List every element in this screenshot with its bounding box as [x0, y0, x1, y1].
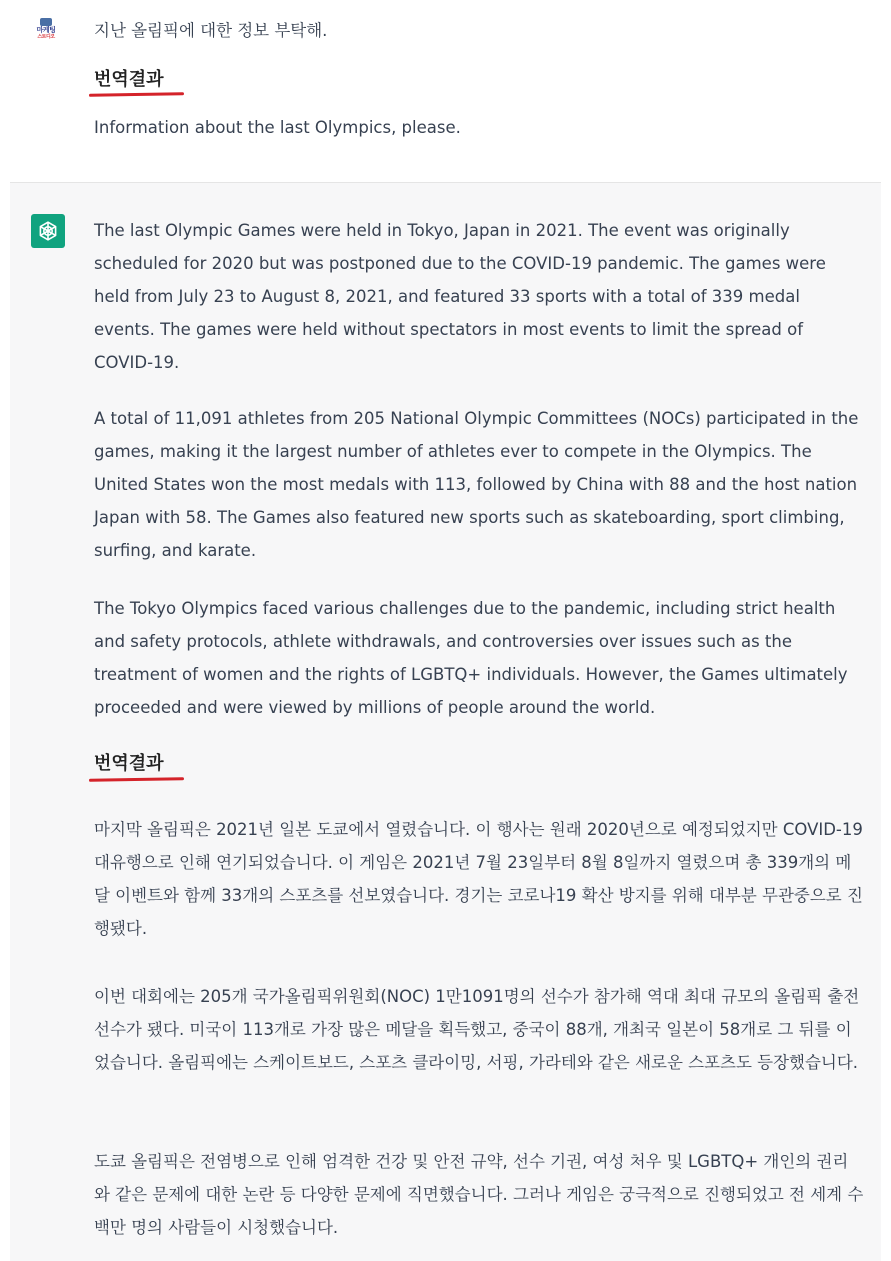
assistant-translation-paragraph-1: 마지막 올림픽은 2021년 일본 도쿄에서 열렸습니다. 이 행사는 원래 2020년으로 예정되었지만 COVID-19 대유행으로 인해 연기되었습니다. 이 게임은 2021년 7월 23일부터 8월 8일까지 열렸으며 총 339개의 메달 이벤트와 함께 33개의 스포츠를 선보였습니다. 경기는 코로나19 확산 방지를 위해 대부분 무관중으로 진행됐다.: [94, 820, 863, 938]
assistant-paragraph-2: A total of 11,091 athletes from 205 National Olympic Committees (NOCs) participated in the games, making it the largest number of athletes ever to compete in the Olympics. The United States won the most medals with 113, followed by China with 88 and the host nation Japan with 58. The Games also featured new sports such as skateboarding, sport climbing, surfing, and karate.: [94, 409, 859, 560]
user-prompt-text: 지난 올림픽에 대한 정보 부탁해.: [94, 21, 328, 40]
assistant-translation-heading: 번역결과: [94, 753, 164, 774]
assistant-avatar: [31, 214, 65, 248]
user-avatar-logo-text: 마케팅: [36, 26, 56, 34]
assistant-translation-paragraph-2: 이번 대회에는 205개 국가올림픽위원회(NOC) 1만1091명의 선수가 참가해 역대 최대 규모의 올림픽 출전 선수가 됐다. 미국이 113개로 가장 많은 메달을 획득했고, 중국이 88개, 개최국 일본이 58개로 그 뒤를 이었습니다. 올림픽에는 스케이트보드, 스포츠 클라이밍, 서핑, 가라테와 같은 새로운 스포츠도 등장했습니다.: [94, 987, 860, 1072]
user-translation-text: Information about the last Olympics, please.: [94, 118, 461, 137]
openai-logo-icon: [36, 219, 60, 243]
assistant-paragraph-1: The last Olympic Games were held in Tokyo, Japan in 2021. The event was originally scheduled for 2020 but was postponed due to the COVID-19 pandemic. The games were held from July 23 to August 8, 2021, and featured 33 sports with a total of 339 medal events. The games were held without spectators in most events to limit the spread of COVID-19.: [94, 221, 826, 372]
user-avatar-logo-icon: [40, 18, 52, 26]
assistant-paragraph-3: The Tokyo Olympics faced various challenges due to the pandemic, including strict health and safety protocols, athlete withdrawals, and controversies over issues such as the treatment of women and the rights of LGBTQ+ individuals. However, the Games ultimately proceeded and were viewed by millions of people around the world.: [94, 599, 848, 717]
user-avatar: [31, 17, 61, 47]
assistant-translation-paragraph-3: 도쿄 올림픽은 전염병으로 인해 엄격한 건강 및 안전 규약, 선수 기권, 여성 처우 및 LGBTQ+ 개인의 권리와 같은 문제에 대한 논란 등 다양한 문제에 직면했습니다. 그러나 게임은 궁극적으로 진행되었고 전 세계 수백만 명의 사람들이 시청했습니다.: [94, 1152, 864, 1237]
user-translation-heading: 번역결과: [94, 69, 164, 90]
user-avatar-logo-subtext: 스트디오: [37, 34, 55, 40]
